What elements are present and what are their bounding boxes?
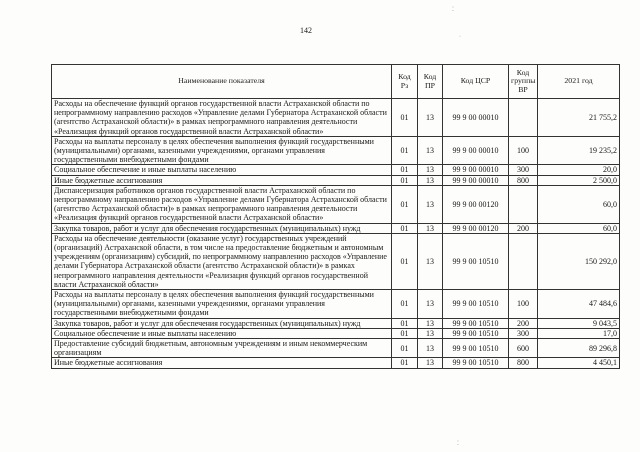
- row-vr: [509, 233, 538, 289]
- row-csr: 99 9 00 00010: [443, 99, 509, 137]
- row-csr: 99 9 00 00010: [443, 136, 509, 165]
- row-pr: 13: [418, 136, 443, 165]
- row-pr: 13: [418, 175, 443, 185]
- column-header-csr: Код ЦСР: [443, 65, 509, 99]
- budget-table: [51, 64, 620, 369]
- row-rz: 01: [392, 318, 418, 328]
- row-vr: 100: [509, 136, 538, 165]
- row-amount: 89 296,8: [538, 339, 620, 358]
- table-row: [52, 175, 620, 185]
- table-row: [52, 233, 620, 289]
- row-rz: 01: [392, 136, 418, 165]
- row-csr: 99 9 00 10510: [443, 290, 509, 319]
- scan-artifact: ⁚: [452, 7, 454, 13]
- row-csr: 99 9 00 00010: [443, 165, 509, 175]
- row-rz: 01: [392, 175, 418, 185]
- row-amount: 60,0: [538, 185, 620, 223]
- row-rz: 01: [392, 339, 418, 358]
- row-vr: [509, 99, 538, 137]
- row-rz: 01: [392, 233, 418, 289]
- table-row: [52, 318, 620, 328]
- row-vr: 800: [509, 175, 538, 185]
- table-row: [52, 339, 620, 358]
- row-amount: 19 235,2: [538, 136, 620, 165]
- row-amount: 4 450,1: [538, 358, 620, 368]
- row-amount: 21 755,2: [538, 99, 620, 137]
- column-header-year: 2021 год: [538, 65, 620, 99]
- row-csr: 99 9 00 00010: [443, 175, 509, 185]
- row-csr: 99 9 00 10510: [443, 328, 509, 338]
- column-header-pr: Код ПР: [418, 65, 443, 99]
- row-rz: 01: [392, 358, 418, 368]
- row-amount: 2 500,0: [538, 175, 620, 185]
- table-row: [52, 328, 620, 338]
- row-name: Закупка товаров, работ и услуг для обеспечения государственных (муниципальных) нужд: [52, 223, 392, 233]
- page-number: 142: [300, 26, 312, 35]
- row-pr: 13: [418, 185, 443, 223]
- row-rz: 01: [392, 165, 418, 175]
- table-row: [52, 358, 620, 368]
- row-csr: 99 9 00 10510: [443, 339, 509, 358]
- row-pr: 13: [418, 339, 443, 358]
- table-row: [52, 165, 620, 175]
- row-rz: 01: [392, 99, 418, 137]
- row-name: Иные бюджетные ассигнования: [52, 175, 392, 185]
- row-pr: 13: [418, 318, 443, 328]
- table-row: [52, 185, 620, 223]
- row-rz: 01: [392, 223, 418, 233]
- row-vr: 100: [509, 290, 538, 319]
- row-pr: 13: [418, 99, 443, 137]
- row-amount: 9 043,5: [538, 318, 620, 328]
- row-pr: 13: [418, 358, 443, 368]
- row-pr: 13: [418, 233, 443, 289]
- table-header-row: [52, 65, 620, 99]
- row-name: Расходы на выплаты персоналу в целях обеспечения выполнения функций государственными (муниципальными) органами, казенными учреждениями, органами управления государственными внебюджетными фондами: [52, 290, 392, 319]
- row-amount: 47 484,6: [538, 290, 620, 319]
- row-pr: 13: [418, 223, 443, 233]
- row-name: Закупка товаров, работ и услуг для обеспечения государственных (муниципальных) нужд: [52, 318, 392, 328]
- column-header-vr: Код группы ВР: [509, 65, 538, 99]
- row-csr: 99 9 00 10510: [443, 233, 509, 289]
- row-name: Предоставление субсидий бюджетным, автономным учреждениям и иным некоммерческим организациям: [52, 339, 392, 358]
- scan-artifact: ·: [459, 34, 461, 40]
- row-vr: 600: [509, 339, 538, 358]
- row-pr: 13: [418, 165, 443, 175]
- row-csr: 99 9 00 10510: [443, 358, 509, 368]
- row-vr: 200: [509, 223, 538, 233]
- row-csr: 99 9 00 00120: [443, 223, 509, 233]
- row-amount: 20,0: [538, 165, 620, 175]
- column-header-rz: Код Рз: [392, 65, 418, 99]
- table-row: [52, 223, 620, 233]
- row-name: Иные бюджетные ассигнования: [52, 358, 392, 368]
- row-vr: 300: [509, 165, 538, 175]
- row-pr: 13: [418, 328, 443, 338]
- row-csr: 99 9 00 10510: [443, 318, 509, 328]
- row-rz: 01: [392, 185, 418, 223]
- row-pr: 13: [418, 290, 443, 319]
- row-vr: 200: [509, 318, 538, 328]
- row-name: Расходы на обеспечение функций органов государственной власти Астраханской области по непрограммному направлению расходов «Управление делами Губернатора Астраханской области (агентство Астраханской области)» в рамках непрограммного направления деятельности «Реализация функций органов государственной власти Астраханской области»: [52, 99, 392, 137]
- row-vr: [509, 185, 538, 223]
- row-rz: 01: [392, 328, 418, 338]
- row-vr: 300: [509, 328, 538, 338]
- table-row: [52, 290, 620, 319]
- table-row: [52, 136, 620, 165]
- row-vr: 800: [509, 358, 538, 368]
- column-header-name: Наименование показателя: [52, 65, 392, 99]
- row-amount: 150 292,0: [538, 233, 620, 289]
- row-name: Социальное обеспечение и иные выплаты населению: [52, 328, 392, 338]
- row-name: Расходы на обеспечение деятельности (оказание услуг) государственных учреждений (организаций) Астраханской области, в том числе на предоставление бюджетным и автономным учреждениям (организациям) субсидий, по непрограммному направлению расходов «Управление делами Губернатора Астраханской области (агентство Астраханской области)» в рамках непрограммного направления деятельности «Реализация функций органов государственной власти Астраханской области»: [52, 233, 392, 289]
- row-amount: 60,0: [538, 223, 620, 233]
- row-name: Социальное обеспечение и иные выплаты населению: [52, 165, 392, 175]
- table-row: [52, 99, 620, 137]
- row-amount: 17,0: [538, 328, 620, 338]
- row-csr: 99 9 00 00120: [443, 185, 509, 223]
- row-name: Расходы на выплаты персоналу в целях обеспечения выполнения функций государственными (муниципальными) органами, казенными учреждениями, органами управления государственными внебюджетными фондами: [52, 136, 392, 165]
- scan-artifact: ⁚: [457, 441, 459, 447]
- row-rz: 01: [392, 290, 418, 319]
- row-name: Диспансеризация работников органов государственной власти Астраханской области по непрограммному направлению расходов «Управление делами Губернатора Астраханской области (агентство Астраханской области)» в рамках непрограммного направления деятельности «Реализация функций органов государственной власти Астраханской области»: [52, 185, 392, 223]
